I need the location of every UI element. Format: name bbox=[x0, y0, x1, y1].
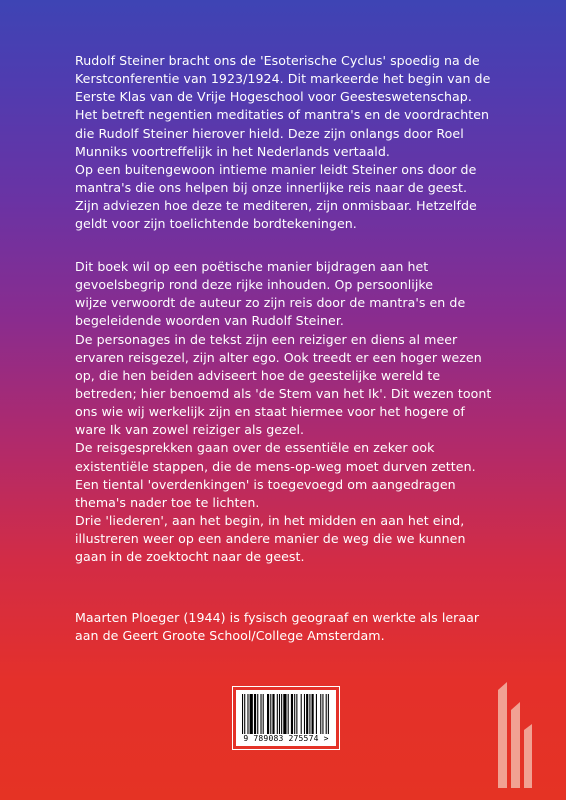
blurb-2-line: betreden; hier benoemd als 'de Stem van het Ik'. Dit wezen toont bbox=[75, 385, 492, 401]
blurb-paragraph-1 bbox=[75, 52, 515, 233]
blurb-paragraph-2 bbox=[75, 258, 515, 566]
blurb-1-line: Kerstconferentie van 1923/1924. Dit markeerde het begin van de bbox=[75, 71, 491, 87]
blurb-2-line: wijze verwoordt de auteur zo zijn reis door de mantra's en de bbox=[75, 295, 466, 311]
blurb-1-line: Munniks voortreffelijk in het Nederlands vertaald. bbox=[75, 143, 390, 159]
isbn-barcode bbox=[236, 690, 336, 746]
blurb-2-line: Dit boek wil op een poëtische manier bijdragen aan het bbox=[75, 259, 429, 274]
blurb-2-line: De personages in de tekst zijn een reiziger en diens al meer bbox=[75, 331, 458, 347]
blurb-2-line: thema's nader toe te lichten. bbox=[75, 494, 260, 510]
blurb-2-line: ons wie wij werkelijk zijn en staat hiermee voor het hogere of bbox=[75, 404, 465, 420]
blurb-2-line: existentiële stappen, die de mens-op-weg moet durven zetten. bbox=[75, 458, 476, 474]
blurb-2-line: Een tiental 'overdenkingen' is toegevoegd om aangedragen bbox=[75, 476, 456, 492]
blurb-1-line: die Rudolf Steiner hierover hield. Deze zijn onlangs door Roel bbox=[75, 125, 464, 141]
blurb-2-line: De reisgesprekken gaan over de essentiële en zeker ook bbox=[75, 440, 435, 456]
publisher-logo-icon bbox=[494, 680, 534, 790]
isbn-number: 9 789083 275574 > bbox=[243, 734, 329, 743]
blurb-2-line: Drie 'liederen', aan het begin, in het midden en aan het eind, bbox=[75, 512, 465, 528]
blurb-1-line: Zijn adviezen hoe deze te mediteren, zijn onmisbaar. Hetzelfde bbox=[75, 198, 477, 214]
blurb-1-line: geldt voor zijn toelichtende bordtekeningen. bbox=[75, 216, 357, 232]
blurb-2-line: gaan in de zoektocht naar de geest. bbox=[75, 549, 305, 565]
blurb-2-line: ervaren reisgezel, zijn alter ego. Ook treedt er een hoger wezen bbox=[75, 349, 482, 365]
blurb-1-line: Rudolf Steiner bracht ons de 'Esoterische Cyclus' spoedig na de bbox=[75, 53, 480, 68]
blurb-2-line: gevoelsbegrip rond deze rijke inhouden. Op persoonlijke bbox=[75, 277, 434, 293]
blurb-1-line: Eerste Klas van de Vrije Hogeschool voor Geesteswetenschap. bbox=[75, 89, 472, 105]
blurb-2-line: begeleidende woorden van Rudolf Steiner. bbox=[75, 313, 344, 329]
author-bio-paragraph bbox=[75, 609, 515, 645]
barcode-bars bbox=[242, 694, 330, 734]
author-bio-line: Maarten Ploeger (1944) is fysisch geograaf en werkte als leraar bbox=[75, 610, 480, 625]
author-bio-line: aan de Geert Groote School/College Amsterdam. bbox=[75, 628, 385, 644]
blurb-1-line: Het betreft negentien meditaties of mantra's en de voordrachten bbox=[75, 107, 490, 123]
blurb-1-line: mantra's die ons helpen bij onze innerlijke reis naar de geest. bbox=[75, 179, 467, 195]
blurb-1-line: Op een buitengewoon intieme manier leidt Steiner ons door de bbox=[75, 161, 477, 177]
blurb-2-line: op, die hen beiden adviseert hoe de geestelijke wereld te bbox=[75, 367, 441, 383]
blurb-2-line: illustreren weer op een andere manier de weg die we kunnen bbox=[75, 531, 466, 547]
blurb-2-line: ware Ik van zowel reiziger als gezel. bbox=[75, 422, 305, 438]
